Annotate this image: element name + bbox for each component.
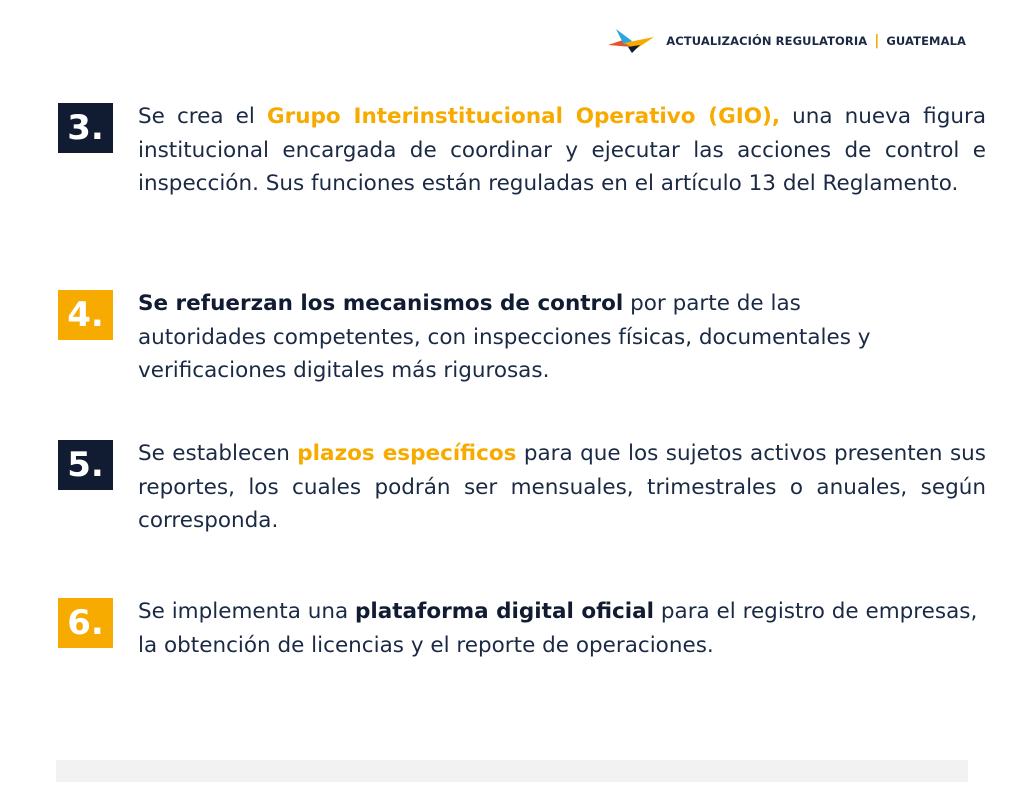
footer-bar [56,760,968,782]
item-text-post: por parte de las autoridades competentes, con inspecciones físicas, documentales y verificaciones digitales más rigurosas. [138,291,871,383]
item-text-pre: Se crea el [138,104,267,129]
item-text-post: una nueva figura institucional encargada de coordinar y ejecutar las acciones de control e inspección. Sus funciones están reguladas en el artículo 13 del Reglamento. [138,104,986,196]
page-header [606,26,966,56]
item-text-post: para que los sujetos activos presenten sus reportes, los cuales podrán ser mensuales, trimestrales o anuales, según corresponda. [138,441,986,533]
item-text [138,100,986,201]
item-number-badge: 3. [58,103,113,153]
item-highlight: Se refuerzan los mecanismos de control [138,291,624,316]
item-number-badge: 5. [58,440,113,490]
item-text-post: para el registro de empresas, la obtención de licencias y el reporte de operaciones. [138,599,978,658]
item-highlight: Grupo Interinstitucional Operativo (GIO), [266,104,781,129]
header-title: ACTUALIZACIÓN REGULATORIA [666,34,868,48]
item-text-pre: Se implementa una [138,599,355,624]
item-text [138,595,986,662]
item-highlight: plazos específicos [297,441,517,466]
item-text [138,437,986,538]
item-number-badge: 6. [58,598,113,648]
item-text-pre: Se establecen [138,441,298,466]
item-highlight: plataforma digital oficial [354,599,655,624]
header-separator: | [874,33,880,49]
bird-logo-icon [606,27,656,55]
header-country: GUATEMALA [886,34,966,48]
item-number-badge: 4. [58,290,113,340]
item-text [138,287,898,388]
